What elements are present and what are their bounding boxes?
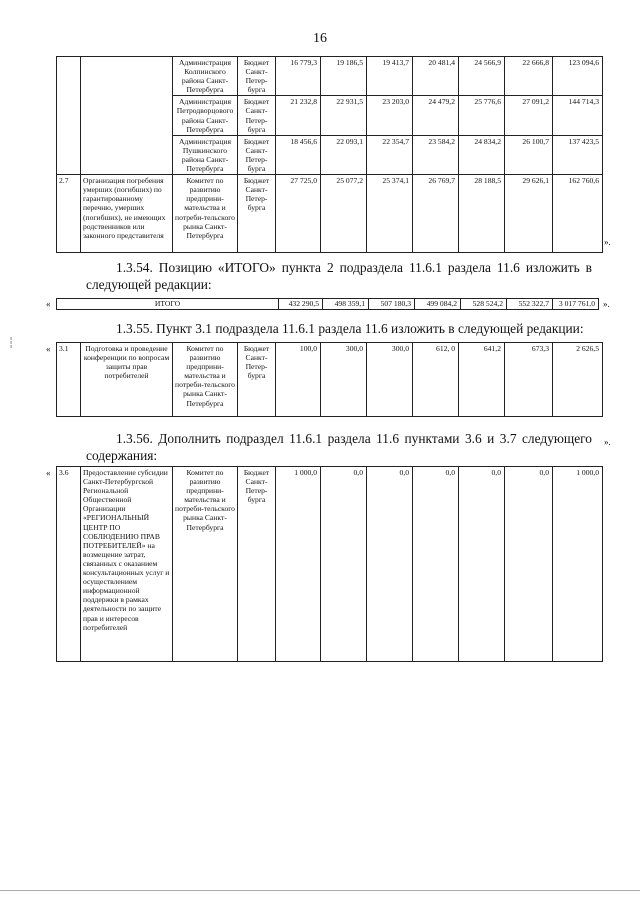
- row-source: Бюджет Санкт-Петер-бурга: [238, 175, 276, 253]
- scan-edge-line: [0, 890, 640, 891]
- paragraph-text: 1.3.56. Дополнить подраздел 11.6.1 раздела 11.6 пунктами 3.6 и 3.7 следующего содержания:: [86, 431, 592, 463]
- row-source: Бюджет Санкт-Петер-бурга: [238, 467, 276, 662]
- row-value: 23 584,2: [413, 135, 459, 174]
- row-value: 26 769,7: [413, 175, 459, 253]
- row-value: 0,0: [413, 467, 459, 662]
- row-value: 0,0: [367, 467, 413, 662]
- row-value: 641,2: [459, 343, 505, 417]
- row-value: 22 931,5: [321, 96, 367, 135]
- row-name: [81, 57, 173, 175]
- row-value: 21 232,8: [276, 96, 321, 135]
- closing-quote: ».: [603, 299, 610, 309]
- row-value: 16 779,3: [276, 57, 321, 96]
- open-quote: «: [46, 299, 51, 309]
- closing-quote: ».: [604, 237, 611, 247]
- row-total: 144 714,3: [553, 96, 603, 135]
- table-row-3-1: [56, 342, 603, 417]
- open-quote: «: [46, 344, 51, 354]
- row-value: 18 456,6: [276, 135, 321, 174]
- row-value: 24 479,2: [413, 96, 459, 135]
- itogo-value: 528 524,2: [461, 299, 507, 310]
- paragraph-1-3-56: [86, 430, 592, 464]
- paragraph-text: 1.3.55. Пункт 3.1 подраздела 11.6.1 раздела 11.6 изложить в следующей редакции:: [116, 321, 584, 336]
- row-source: Бюджет Санкт-Петер-бурга: [238, 96, 276, 135]
- row-value: 0,0: [321, 467, 367, 662]
- row-value: 27 091,2: [505, 96, 553, 135]
- row-total: 1 000,0: [553, 467, 603, 662]
- table-row-3-6: [56, 466, 603, 662]
- row-executor: Администрация Колпинского района Санкт-Петербурга: [173, 57, 238, 96]
- margin-tick: ┆: [8, 338, 15, 349]
- row-num: 2.7: [57, 175, 81, 253]
- row-executor: Комитет по развитию предприни-мательства и потреби-тельского рынка Санкт-Петербурга: [173, 467, 238, 662]
- row-executor: Администрация Пушкинского района Санкт-Петербурга: [173, 135, 238, 174]
- row-executor: Администрация Петродворцового района Санкт-Петербурга: [173, 96, 238, 135]
- row-total: 2 626,5: [553, 343, 603, 417]
- itogo-total: 3 017 761,0: [553, 299, 599, 310]
- row-value: 26 100,7: [505, 135, 553, 174]
- row-source: Бюджет Санкт-Петер-бурга: [238, 57, 276, 96]
- table-row: [57, 175, 603, 253]
- row-name: Предоставление субсидии Санкт-Петербургской Региональной Общественной Организации «РЕГИОНАЛЬНЫЙ ЦЕНТР ПО СОБЛЮДЕНИЮ ПРАВ ПОТРЕБИТЕЛЕЙ» на возмещение затрат, связанных с оказанием консультационных услуг и осуществлением информационной поддержки в рамках деятельности по защите прав и интересов потребителей: [81, 467, 173, 662]
- row-value: 27 725,0: [276, 175, 321, 253]
- row-value: 25 776,6: [459, 96, 505, 135]
- row-value: 29 626,1: [505, 175, 553, 253]
- paragraph-1-3-55: [86, 320, 592, 337]
- row-value: 24 566,9: [459, 57, 505, 96]
- row-value: 22 666,8: [505, 57, 553, 96]
- row-num: [57, 57, 81, 175]
- itogo-value: 552 322,7: [507, 299, 553, 310]
- row-value: 25 374,1: [367, 175, 413, 253]
- itogo-value: 507 180,3: [369, 299, 415, 310]
- row-source: Бюджет Санкт-Петер-бурга: [238, 135, 276, 174]
- table-itogo: [56, 298, 599, 310]
- row-value: 100,0: [276, 343, 321, 417]
- row-value: 1 000,0: [276, 467, 321, 662]
- row-value: 300,0: [321, 343, 367, 417]
- table-row: [57, 299, 599, 310]
- paragraph-1-3-54: [86, 259, 592, 293]
- itogo-value: 499 084,2: [415, 299, 461, 310]
- table-row: [57, 57, 603, 96]
- row-value: 22 354,7: [367, 135, 413, 174]
- row-value: 22 093,1: [321, 135, 367, 174]
- itogo-value: 498 359,1: [323, 299, 369, 310]
- page-number: 16: [313, 31, 327, 46]
- row-value: 300,0: [367, 343, 413, 417]
- row-value: 20 481,4: [413, 57, 459, 96]
- row-name: Организация погребения умерших (погибших) по гарантированному перечню, умерших (погибших), не имеющих родственников или законного представителя: [81, 175, 173, 253]
- row-num: 3.1: [57, 343, 81, 417]
- row-executor: Комитет по развитию предприни-мательства и потреби-тельского рынка Санкт-Петербурга: [173, 175, 238, 253]
- row-total: 137 423,5: [553, 135, 603, 174]
- row-value: 0,0: [459, 467, 505, 662]
- row-value: 0,0: [505, 467, 553, 662]
- row-value: 19 186,5: [321, 57, 367, 96]
- row-value: 25 077,2: [321, 175, 367, 253]
- row-total: 123 094,6: [553, 57, 603, 96]
- open-quote: «: [46, 468, 51, 478]
- table-row: [57, 343, 603, 417]
- row-value: 19 413,7: [367, 57, 413, 96]
- row-source: Бюджет Санкт-Петер-бурга: [238, 343, 276, 417]
- row-value: 23 203,0: [367, 96, 413, 135]
- itogo-label: ИТОГО: [57, 299, 279, 310]
- closing-quote: ».: [604, 437, 611, 447]
- row-value: 673,3: [505, 343, 553, 417]
- itogo-value: 432 290,5: [279, 299, 323, 310]
- row-value: 24 834,2: [459, 135, 505, 174]
- row-name: Подготовка и проведение конференции по вопросам защиты прав потребителей: [81, 343, 173, 417]
- row-value: 28 188,5: [459, 175, 505, 253]
- row-executor: Комитет по развитию предприни-мательства и потреби-тельского рынка Санкт-Петербурга: [173, 343, 238, 417]
- table-row: [57, 467, 603, 662]
- row-total: 162 760,6: [553, 175, 603, 253]
- row-value: 612, 0: [413, 343, 459, 417]
- table-top: [56, 56, 603, 253]
- paragraph-text: 1.3.54. Позицию «ИТОГО» пункта 2 подраздела 11.6.1 раздела 11.6 изложить в следующей редакции:: [86, 260, 592, 292]
- row-num: 3.6: [57, 467, 81, 662]
